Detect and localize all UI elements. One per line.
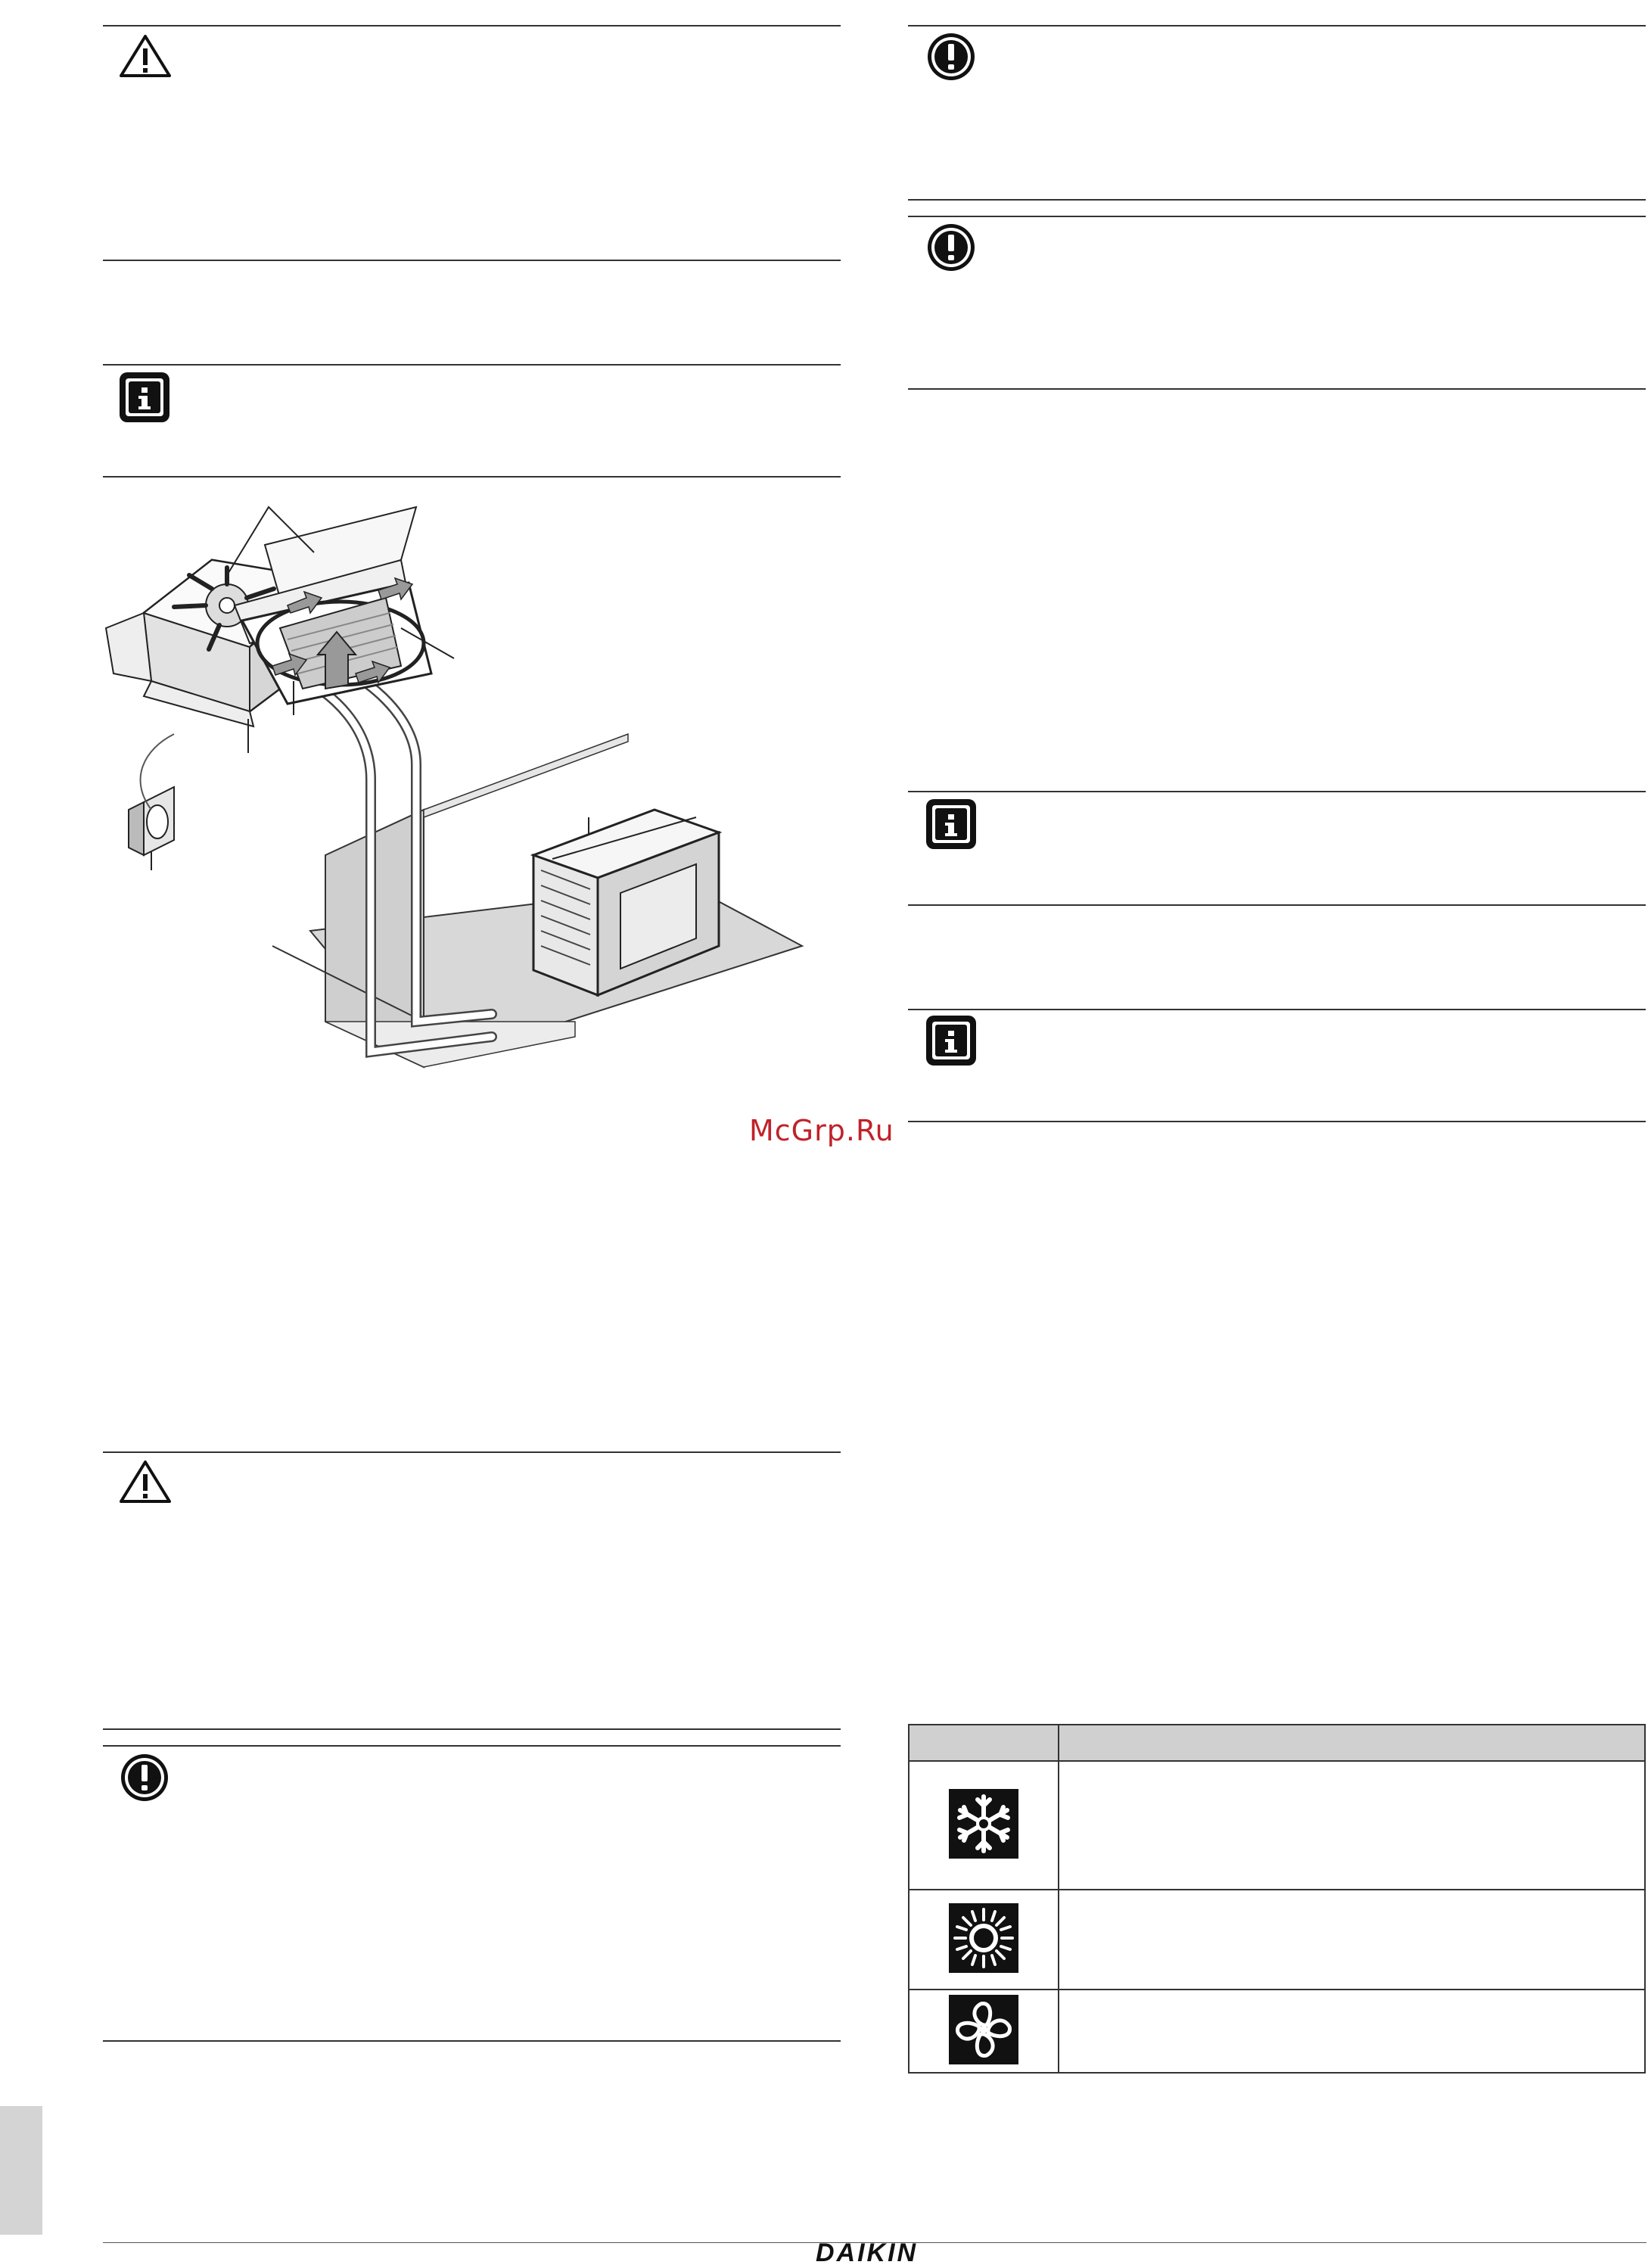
warning-triangle-icon	[118, 1459, 173, 1504]
info-box-2-top-rule	[908, 791, 1646, 792]
information-icon	[925, 1014, 978, 1067]
caution-box-2-bottom-rule	[908, 388, 1646, 390]
caution-box-1-bottom-rule	[908, 199, 1646, 201]
operation-mode-table	[908, 1724, 1646, 2074]
exclamation-circle-icon	[926, 32, 976, 82]
fan-icon	[949, 1995, 1018, 2064]
info-box-3-top-rule	[908, 1009, 1646, 1010]
table-cell-description	[1059, 1890, 1645, 1990]
table-header-row	[909, 1725, 1645, 1761]
top-rule-left	[103, 25, 841, 26]
exclamation-circle-icon	[926, 222, 976, 272]
information-icon	[118, 371, 171, 424]
info-box-2-bottom-rule	[908, 904, 1646, 906]
info-box-1-top-rule	[103, 364, 841, 366]
system-installation-illustration	[98, 492, 810, 1112]
warning-triangle-icon	[118, 33, 173, 79]
daikin-logo: DAIKIN	[816, 2238, 919, 2267]
remote-controller	[129, 787, 174, 855]
sun-heating-icon	[949, 1903, 1018, 1973]
table-row	[909, 1761, 1645, 1890]
caution-box-2-top-rule	[908, 216, 1646, 217]
table-row	[909, 1890, 1645, 1990]
warning-box-2-bottom-rule	[103, 1728, 841, 1730]
information-icon	[925, 798, 978, 851]
info-box-3-bottom-rule	[908, 1121, 1646, 1122]
top-rule-right	[908, 25, 1646, 26]
table-cell-description	[1059, 1761, 1645, 1890]
table-header-icon	[909, 1725, 1059, 1761]
table-cell-description	[1059, 1990, 1645, 2073]
info-box-1-bottom-rule	[103, 476, 841, 478]
table-cell-icon	[909, 1990, 1059, 2073]
table-row	[909, 1990, 1645, 2073]
table-cell-icon	[909, 1890, 1059, 1990]
table-cell-icon	[909, 1761, 1059, 1890]
exclamation-circle-icon	[120, 1753, 169, 1803]
table-header-description	[1059, 1725, 1645, 1761]
watermark: McGrp.Ru	[749, 1114, 894, 1147]
side-tab	[0, 2106, 42, 2235]
warning-box-2-top-rule	[103, 1451, 841, 1453]
caution-box-left-top-rule	[103, 1745, 841, 1747]
caution-box-left-bottom-rule	[103, 2040, 841, 2042]
snowflake-cooling-icon	[949, 1789, 1018, 1859]
warning-box-1-bottom-rule	[103, 260, 841, 261]
